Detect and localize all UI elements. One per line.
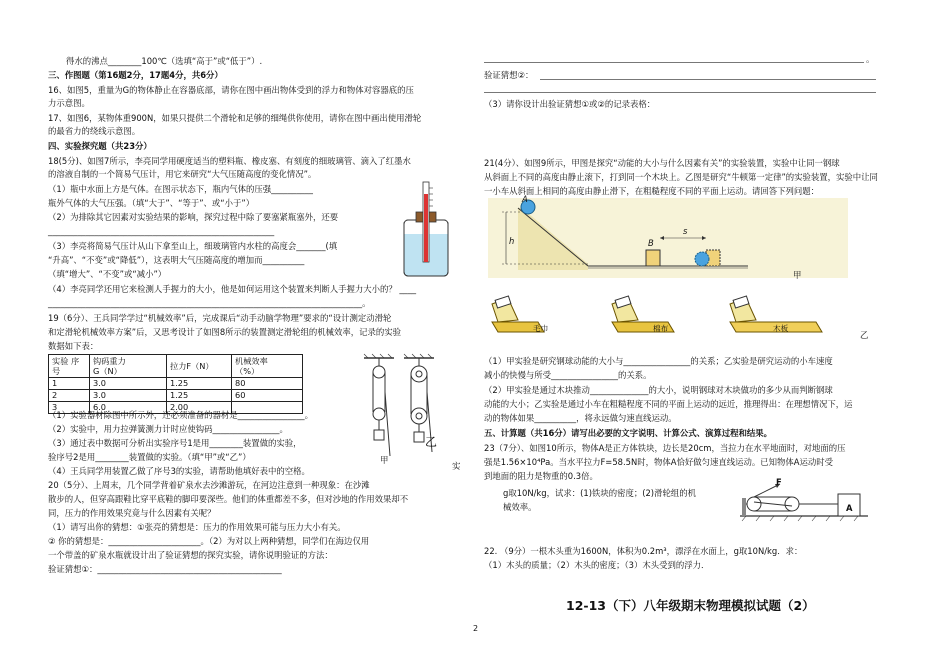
text-line: 23（7分）、如图10所示，物体A是正方体铁块，边长是20cm，当拉力在水平地面时，对地面的压	[484, 443, 846, 453]
figure-label: 木板	[773, 324, 789, 333]
figure-label: 甲	[793, 270, 802, 280]
table-header: 钩码重力 G（N）	[90, 355, 167, 378]
pulley-figure	[360, 352, 446, 470]
table-cell: 3.0	[90, 390, 167, 402]
table-cell: 2	[49, 390, 90, 402]
text-line: 同，压力的作用效果究竟与什么因素有关呢？	[48, 508, 216, 518]
answer-line	[484, 92, 876, 93]
table-header: 实验 序号	[49, 355, 90, 378]
text-line: ______________________________________________________	[48, 226, 275, 236]
barometer-figure	[398, 180, 454, 280]
text-line: 动能的大小；乙实验是通过小车在粗糙程度不同的平面上运动的远近，推理得出：在理想情况下，运	[484, 399, 853, 409]
table-cell: 1.25	[167, 390, 232, 402]
text-line: 一小车从斜面上相同的高度由静止滑下，在粗糙程度不同的平面上运动。请回答下列问题：	[484, 186, 819, 196]
table-cell: 3	[49, 402, 90, 414]
text-line: 从斜面上不同的高度由静止滚下，打到同一个木块上。乙图是研究“牛顿第一定律”的实验装置，实验中让同	[484, 172, 878, 182]
experiment-table	[48, 354, 303, 414]
text-line: 械效率。	[503, 502, 537, 512]
text-line: 和定滑轮机械效率方案”后，又思考设计了如图8所示的装置测定滑轮组的机械效率，记录的实验	[48, 327, 402, 337]
text-line: 散步的人，但穿高跟鞋比穿平底鞋的脚印要深些。他们的体重都差不多，但对沙地的作用效果却不	[48, 494, 409, 504]
text-line: （3）通过表中数据可分析出实验序号1是用________装置做的实验，	[48, 438, 302, 448]
answer-line	[540, 79, 876, 80]
text-line: （1）请写出你的猜想：①张亮的猜想是：压力的作用效果可能与压力大小有关。	[48, 522, 346, 532]
section-heading: 四、实验探究题（共23分）	[48, 141, 152, 151]
text-line: 力示意图。	[48, 98, 90, 108]
table-header: 拉力F（N）	[167, 355, 232, 378]
text-line: 的最省力的绕线示意图。	[48, 126, 141, 136]
figure-label: 毛巾	[533, 324, 549, 333]
page-title: 12-13（下）八年级期末物理模拟试题（2）	[566, 598, 815, 613]
text-line: （3）李亮将简易气压计从山下拿至山上，细玻璃管内水柱的高度会_______(填	[48, 241, 338, 251]
text-line: （1）实验器材除图中所示外，还必须准备的器材是________________。	[48, 410, 313, 420]
text-line: 瓶外气体的大气压强。（填“大于”、“等于”、或“小于”）	[48, 198, 255, 208]
text-line: （1）甲实验是研究钢球动能的大小与________________的关系；乙实验是研究运动的小车速度	[484, 356, 833, 366]
figure-label: F	[776, 477, 782, 487]
text-line: （3）请你设计出验证猜想①或②的记录表格：	[484, 99, 656, 109]
text-line: ___________________________________________________________________________。	[48, 298, 371, 308]
text-line: 18(5分)、如图7所示，李亮同学用硬度适当的塑料瓶、橡皮塞、有刻度的细玻璃管、滴入了红墨水	[48, 156, 411, 166]
pulley-block-figure	[740, 478, 870, 522]
text-line: ② 你的猜想是：______________________。（2）为对以上两种猜想，同学们在海边仅用	[48, 536, 370, 546]
ramp-figure	[488, 198, 848, 278]
text-line: g取10N/kg，试求：(1)铁块的密度；(2)滑轮组的机	[503, 488, 696, 498]
table-cell: 80	[232, 378, 303, 390]
text-line: （4）王兵同学用装置乙做了序号3的实验，请帮助他填好表中的空格。	[48, 466, 310, 476]
text-line: 验序号2是用________装置做的实验。（填“甲”或“乙”）	[48, 452, 251, 462]
text-line: 到地面的阻力是物重的0.3倍。	[484, 471, 598, 481]
answer-line	[484, 62, 864, 63]
text-line: 19（6分）、王兵同学学过“机械效率”后，完成课后“动手动脑学物理”要求的“设计测定动滑轮	[48, 313, 392, 323]
table-row	[49, 390, 303, 402]
text-line: （2）甲实验是通过木块推动______________的大小，说明钢球对木块做功的多少从而判断钢球	[484, 385, 833, 395]
table-cell: 6.0	[90, 402, 167, 414]
figure-label: B	[648, 238, 654, 248]
table-header: 机械效率 （%）	[232, 355, 303, 378]
figure-label: 乙	[425, 435, 438, 449]
text-line: 17、如图6，某物体重900N，如果只提供二个滑轮和足够的细绳供你使用，请你在图中画出使用滑轮	[48, 113, 422, 123]
text-line: （1）瓶中水面上方是气体。在图示状态下，瓶内气体的压强__________	[48, 184, 313, 194]
table-cell: 1	[49, 378, 90, 390]
text-line: （2）实验中，用力拉弹簧测力计时应使钩码________________。	[48, 424, 288, 434]
figure-label: 甲	[380, 455, 389, 465]
text-line: 强是1.56×10⁴Pa。当水平拉力F=58.5N时，物体A恰好做匀速直线运动。已知物体A运动时受	[484, 457, 833, 467]
table-cell: 2.00	[167, 402, 232, 414]
text-line: （2）为排除其它因素对实验结果的影响，探究过程中除了要塞紧瓶塞外，还要	[48, 212, 339, 222]
figure-label: 乙	[860, 330, 869, 340]
figure-label: h	[509, 236, 515, 246]
text-line: 的溶液自制的一个简易气压计，用它来研究“大气压随高度的变化情况”。	[48, 169, 317, 179]
text-line: 动的物体如果__________，将永远做匀速直线运动。	[484, 413, 677, 423]
text-line: 一个带盖的矿泉水瓶就设计出了验证猜想的探究实验，请你说明验证的方法：	[48, 550, 333, 560]
text-line: 得水的沸点________100℃（选填“高于”或“低于”）.	[66, 56, 263, 66]
text-line: 20（5分）、上周末，几个同学背着矿泉水去沙滩游玩，在河边注意到一种现象：在沙滩	[48, 480, 370, 490]
table-cell: 3.0	[90, 378, 167, 390]
table-row	[49, 378, 303, 390]
figure-label: A	[522, 194, 528, 204]
text-line: “升高”、“不变”或“降低”），这表明大气压随高度的增加而__________	[48, 255, 305, 265]
text-line: 验证猜想①：____________________________________________	[48, 564, 282, 574]
figure-label: s	[683, 226, 688, 236]
table-cell: 60	[232, 390, 303, 402]
table-cell: 1.25	[167, 378, 232, 390]
text-fragment: 。	[866, 54, 875, 64]
text-line: 减小的快慢与所受________________的关系。	[484, 370, 652, 380]
text-line: 数据如下表：	[48, 341, 99, 351]
figure-label: A	[846, 503, 853, 513]
section-heading: 三、作图题（第16题2分，17题4分，共6分）	[48, 70, 223, 80]
text-line: 16、如图5，重量为G的物体静止在容器底部，请你在图中画出物体受到的浮力和物体对容器底的压	[48, 85, 414, 95]
figure-label: 棉布	[653, 324, 669, 333]
text-line: （1）木头的质量；（2）木头的密度；（3）木头受到的浮力．	[484, 560, 710, 570]
page-number: 2	[473, 624, 479, 633]
text-line: 验证猜想②：	[484, 70, 534, 80]
text-line: 21(4分）、如图9所示，甲图是探究“动能的大小与什么因素有关”的实验装置，实验中让同一钢球	[484, 158, 840, 168]
text-fragment: 实	[452, 461, 461, 471]
text-line: 22. （9分）一根木头重为1600N，体积为0.2m³，漂浮在水面上，g取10N/kg．求：	[484, 546, 803, 556]
text-line: （填“增大”、“不变”或“减小”）	[48, 269, 167, 279]
text-line: （4）李亮同学还用它来检测人手握力的大小，他是如何运用这个装置来判断人手握力大小的？ ____	[48, 284, 417, 294]
section-heading: 五、计算题（共16分）请写出必要的文字说明、计算公式、演算过程和结果。	[484, 428, 773, 438]
surfaces-figure	[488, 292, 848, 342]
